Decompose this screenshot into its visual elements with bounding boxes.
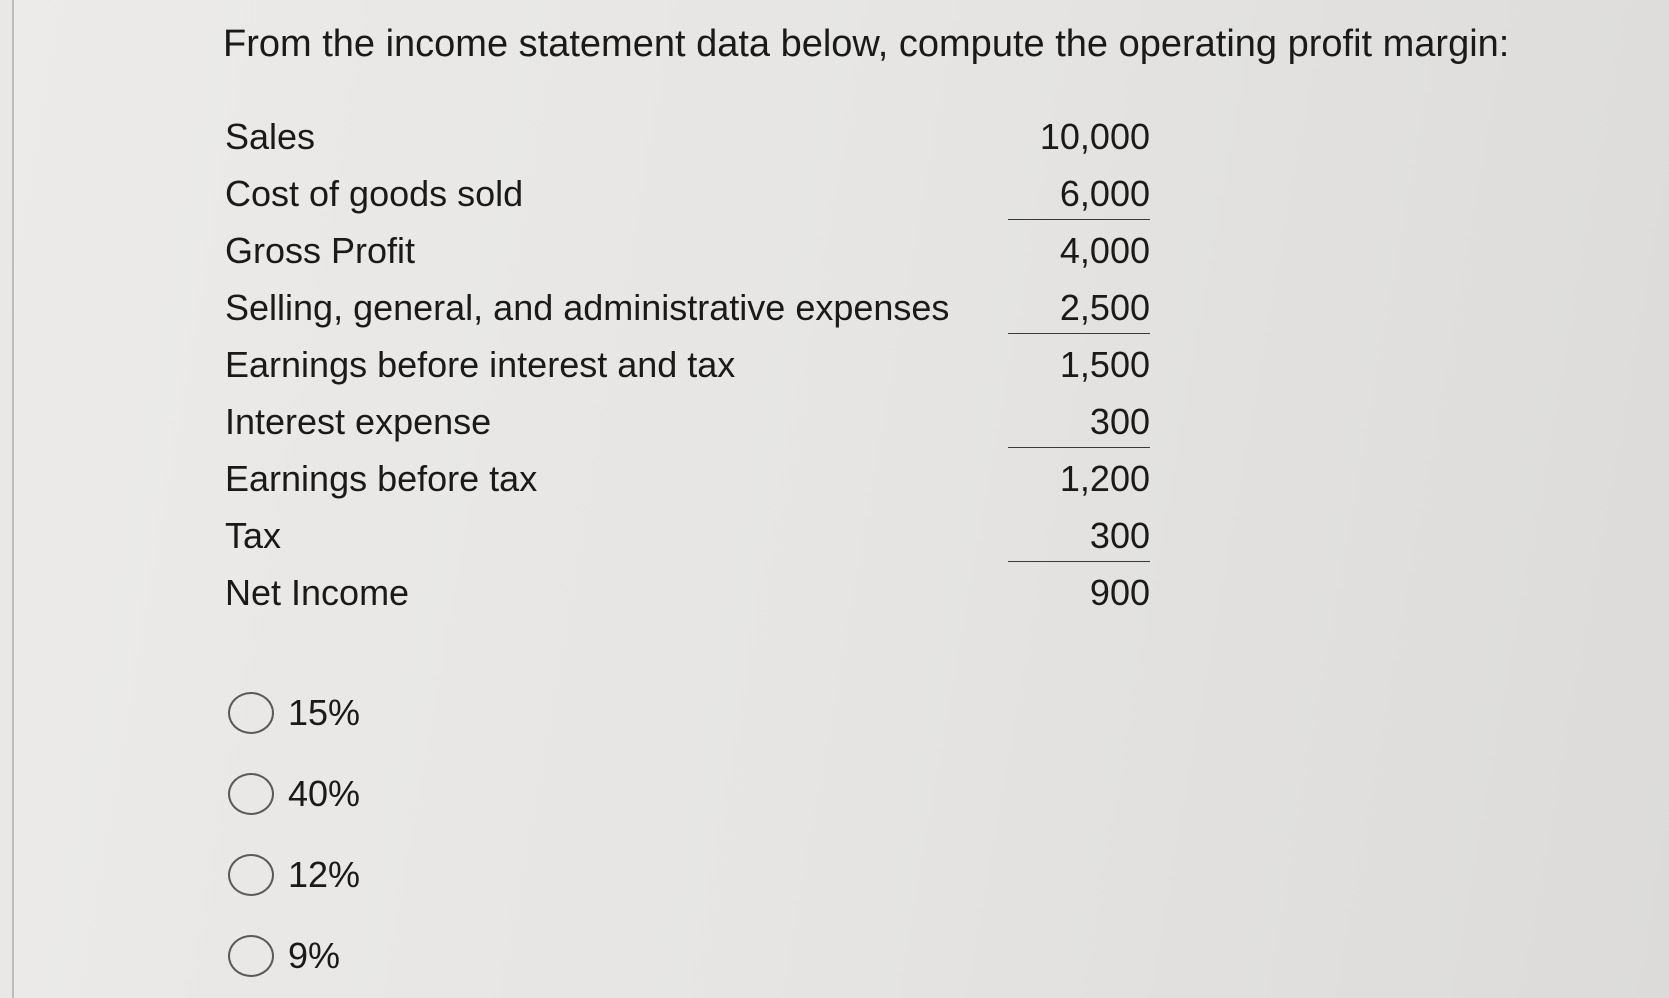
statement-row-ebt <box>225 450 1150 507</box>
row-amount: 900 <box>1089 572 1150 613</box>
radio-button[interactable] <box>228 773 274 815</box>
statement-row-net-income <box>225 564 1150 621</box>
row-amount: 4,000 <box>1059 230 1150 271</box>
statement-row-sga <box>225 279 1150 336</box>
window-left-edge <box>0 0 14 998</box>
row-amount: 1,200 <box>1059 458 1150 499</box>
row-label: Selling, general, and administrative expenses <box>225 287 950 328</box>
statement-row-sales <box>225 108 1150 165</box>
option-label[interactable]: 9% <box>288 934 341 976</box>
answer-option-9[interactable] <box>228 915 360 996</box>
row-label: Interest expense <box>225 401 492 442</box>
answer-option-12[interactable] <box>228 834 360 915</box>
question-text: From the income statement data below, compute the operating profit margin: <box>223 23 1510 65</box>
statement-row-gross-profit <box>225 222 1150 279</box>
statement-row-tax <box>225 507 1150 564</box>
statement-row-interest <box>225 393 1150 450</box>
answer-option-40[interactable] <box>228 753 360 834</box>
row-amount: 1,500 <box>1059 344 1150 385</box>
option-label[interactable]: 15% <box>288 691 361 733</box>
row-label: Gross Profit <box>225 230 416 271</box>
income-statement <box>225 108 1150 621</box>
answer-option-15[interactable] <box>228 672 360 753</box>
row-amount: 300 <box>1089 515 1150 556</box>
row-label: Cost of goods sold <box>225 173 524 214</box>
radio-button[interactable] <box>228 935 274 977</box>
radio-button[interactable] <box>228 854 274 896</box>
statement-row-cogs <box>225 165 1150 222</box>
option-label[interactable]: 40% <box>288 772 361 814</box>
row-amount: 2,500 <box>1059 287 1150 328</box>
row-label: Net Income <box>225 572 410 613</box>
row-amount: 10,000 <box>1039 116 1150 157</box>
option-label[interactable]: 12% <box>288 853 361 895</box>
statement-row-ebit <box>225 336 1150 393</box>
row-label: Earnings before tax <box>225 458 538 499</box>
row-amount: 300 <box>1089 401 1150 442</box>
answer-options <box>228 672 360 996</box>
row-label: Tax <box>225 515 282 556</box>
row-amount: 6,000 <box>1059 173 1150 214</box>
row-label: Sales <box>225 116 316 157</box>
radio-button[interactable] <box>228 692 274 734</box>
row-label: Earnings before interest and tax <box>225 344 736 385</box>
